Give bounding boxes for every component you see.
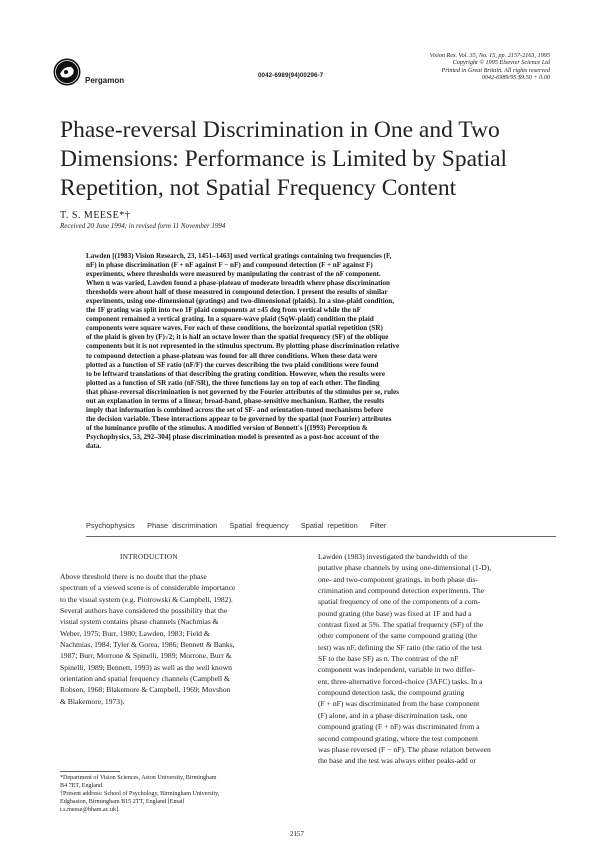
right-column	[318, 551, 566, 767]
abstract-line: experiments, where thresholds were measured by manipulating the contrast of the nF component.	[86, 270, 381, 279]
left-column	[60, 571, 305, 707]
text-line: Nachmias, 1984; Tyler & Gorea, 1986; Bennett & Banks,	[60, 640, 235, 650]
text-line: ent, three-alternative forced-choice (3AFC) tasks. In a	[318, 676, 483, 686]
text-line: test) was nF, defining the SF ratio (the ratio of the test	[318, 642, 482, 652]
abstract-line: nF) in phase discrimination (F + nF against F − nF) and compound detection (F + nF against F)	[86, 261, 373, 270]
abstract-line: data.	[86, 441, 102, 450]
abstract-line: plotted as a function of SR ratio (nF/SR), the three functions lay on top of each other. The finding	[86, 378, 380, 387]
journal-line: Vision Res. Vol. 35, No. 15, pp. 2157-2163, 1995	[429, 52, 550, 59]
text-line: pound grating (the base) was fixed at 1F and had a	[318, 608, 472, 618]
text-line: compound grating (F + nF) was discriminated from a	[318, 722, 480, 732]
text-line: putative phase channels by using one-dimensional (1-D),	[318, 563, 492, 573]
footnote-divider	[60, 771, 120, 772]
journal-line: Copyright © 1995 Elsevier Science Ltd	[452, 59, 550, 67]
journal-info	[380, 52, 550, 82]
keyword: Filter	[369, 521, 387, 530]
title-line: Dimensions: Performance is Limited by Spatial	[60, 146, 508, 172]
text-line: other component of the same compound grating (the	[318, 631, 478, 641]
keyword: Phase discrimination	[147, 521, 218, 530]
footnote-line: Edgbaston, Birmingham B15 2TT, England [Email	[60, 799, 185, 806]
text-line: component was independent, variable in two differ-	[318, 665, 475, 675]
abstract-line: to compound detection a phase-plateau was found for all three conditions. When these data were	[86, 351, 378, 360]
abstract-line: Lawden [(1983) Vision Research, 23, 1451–1463] used vertical gratings containing two frequencies (F,	[86, 252, 392, 260]
footnotes	[60, 774, 305, 814]
text-line: Several authors have considered the possibility that the	[60, 606, 228, 616]
abstract	[86, 252, 556, 451]
text-line: second compound grating, where the test component	[318, 733, 479, 743]
text-line: compound detection task, the compound grating	[318, 688, 465, 698]
abstract-line: to be leftward translations of that describing the grating condition. However, when the results were	[86, 369, 385, 378]
section-divider	[86, 536, 556, 537]
text-line: Lawden (1983) investigated the bandwidth of the	[318, 552, 468, 561]
text-line: contrast fixed at 5%. The spatial frequency (SF) of the	[318, 620, 484, 630]
text-line: visual system contains phase channels (Nachmias &	[60, 617, 219, 627]
abstract-line: experiments, using one-dimensional (gratings) and two-dimensional (plaids). In a sine-plaid condition,	[86, 297, 395, 306]
text-line: (F) alone, and in a phase discrimination task, one	[318, 710, 468, 720]
keyword: Spatial frequency	[229, 521, 289, 530]
abstract-line: of the luminance profile of the stimulus. A modified version of Bennett's [(1993) Perception &	[86, 423, 368, 432]
text-line: (F + nF) was discriminated from the base component	[318, 699, 480, 709]
keyword: Spatial repetition	[300, 521, 358, 530]
journal-line: 0042-6989/95 $9.50 + 0.00	[481, 74, 550, 82]
text-line: to the visual system (e.g. Piotrowski & Campbell, 1982).	[60, 594, 233, 604]
abstract-line: the 1F grating was split into two 1F plaid components at ±45 deg from vertical while the nF	[86, 306, 361, 315]
footnote-line: B4 7ET, England.	[60, 783, 104, 790]
text-line: was phase reversed (F − nF). The phase relation between	[318, 744, 491, 754]
text-line: spatial frequency of one of the components of a com-	[318, 597, 481, 607]
text-line: SF to the base SF) as n. The contrast of the nF	[318, 654, 459, 664]
page-number: 2157	[290, 830, 304, 838]
footnote-line: *Department of Vision Sciences, Aston University, Birmingham	[60, 775, 217, 781]
abstract-line: components were square waves. For each of these conditions, the horizontal spatial repetition (SR)	[86, 324, 383, 333]
text-line: 1987; Burr, Morrone & Spinelli, 1989; Morrone, Burr &	[60, 651, 232, 661]
keywords	[86, 521, 556, 530]
section-heading: INTRODUCTION	[120, 553, 178, 561]
footnote-line: t.s.meese@bham.ac.uk].	[60, 807, 120, 814]
publisher-name: Pergamon	[85, 76, 125, 85]
text-line: Above threshold there is no doubt that the phase	[60, 572, 207, 581]
title-line: Phase-reversal Discrimination in One and Two	[60, 117, 500, 143]
abstract-line: plotted as a function of SF ratio (nF/F) the curves describing the two plaid conditions were found	[86, 360, 379, 369]
abstract-line: imply that information is combined across the set of SF- and orientation-tuned mechanisms before	[86, 405, 384, 414]
text-line: crimination and compound detection experiments. The	[318, 586, 485, 596]
text-line: the base and the test was always either peaks-add or	[318, 756, 476, 766]
abstract-line: out an explanation in terms of a linear, broad-band, phase-sensitive mechanism. Rather, the results	[86, 396, 385, 405]
text-line: one- and two-component gratings, in both phase dis-	[318, 574, 478, 584]
publisher-logo-icon	[52, 57, 82, 87]
abstract-line: component remained a vertical grating. In a square-wave plaid (SqW-plaid) condition the plaid	[86, 315, 374, 324]
title-line: Repetition, not Spatial Frequency Content	[60, 175, 457, 201]
text-line: & Blakemore, 1973).	[60, 696, 125, 706]
abstract-line: thresholds were about half of those measured in compound detection. I present the results of similar	[86, 288, 388, 297]
abstract-line: that phase-reversal discrimination is not governed by the Fourier attributes of the stimulus per se, rules	[86, 387, 399, 396]
journal-line: Printed in Great Britain. All rights reserved	[441, 66, 550, 74]
abstract-line: components but it is not represented in the stimulus spectrum. By plotting phase discrimination relative	[86, 342, 400, 351]
text-line: Weber, 1975; Burr, 1980; Lawden, 1983; Field &	[60, 628, 210, 638]
text-line: Spinelli, 1989; Bennett, 1993) as well as the well known	[60, 662, 232, 672]
article-issn: 0042-6989(94)00296-7	[258, 72, 324, 79]
text-line: orientation and spatial frequency channels (Campbell &	[60, 674, 230, 684]
author: T. S. MEESE*†	[60, 210, 131, 221]
text-line: Robson, 1968; Blakemore & Campbell, 1969; Movshon	[60, 685, 231, 695]
footnote-line: †Present address: School of Psychology, Birmingham University,	[60, 791, 220, 798]
received-dates: Received 20 June 1994; in revised form 11 November 1994	[60, 222, 226, 230]
abstract-line: Psychophysics, 53, 292–304] phase discrimination model is presented as a post-hoc account of the	[86, 432, 379, 441]
keyword: Psychophysics	[86, 521, 135, 530]
abstract-line: the decision variable. These interactions appear to be governed by the spatial (not Fourier) attributes	[86, 414, 392, 423]
abstract-line: of the plaid is given by (F)√2; it is half an octave lower than the spatial frequency (SF) of the oblique	[86, 333, 389, 342]
abstract-line: When n was varied, Lawden found a phase-plateau of moderate breadth where phase discrimination	[86, 279, 391, 288]
article-title	[60, 116, 560, 203]
text-line: spectrum of a viewed scene is of considerable importance	[60, 583, 236, 593]
